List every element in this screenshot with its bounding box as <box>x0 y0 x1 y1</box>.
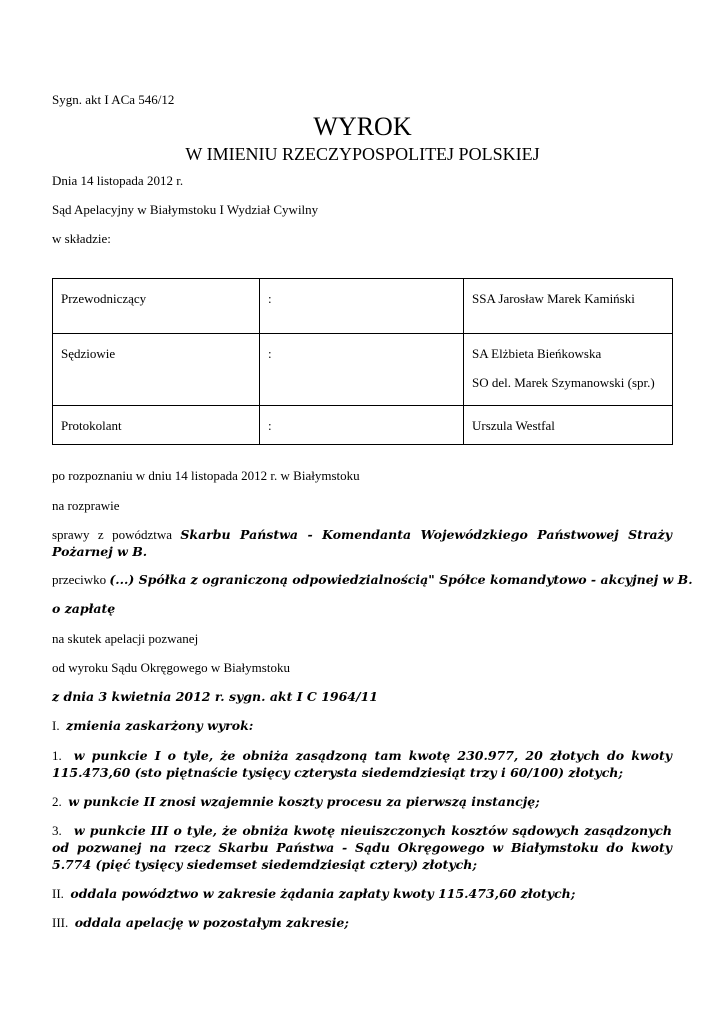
case-subject: o zapłatę <box>52 601 116 616</box>
item-text: w punkcie II znosi wzajemnie koszty procesu za pierwszą instancję; <box>68 794 540 809</box>
item-label: III. <box>52 915 69 930</box>
ruling-point-2 <box>52 793 540 810</box>
judge-name: SA Elżbieta Bieńkowska <box>472 346 602 361</box>
plaintiff-name: Skarbu Państwa - Komendanta Wojewódzkiego Państwowej Straży Pożarnej w B. <box>52 527 672 559</box>
judgment-date: Dnia 14 listopada 2012 r. <box>52 173 184 188</box>
role-cell: Sędziowie <box>53 334 260 406</box>
case-signature: Sygn. akt I ACa 546/12 <box>52 92 175 107</box>
plaintiff-prefix: sprawy z powództwa <box>52 527 181 542</box>
separator-cell: : <box>260 279 464 334</box>
separator-cell: : <box>260 334 464 406</box>
role-cell: Protokolant <box>53 406 260 445</box>
panel-row-clerk <box>53 406 673 445</box>
document-subtitle: W IMIENIU RZECZYPOSPOLITEJ POLSKIEJ <box>185 144 540 164</box>
ruling-item-ii <box>52 885 575 902</box>
separator-cell: : <box>260 406 464 445</box>
judgment-from-line: od wyroku Sądu Okręgowego w Białymstoku <box>52 660 290 675</box>
role-cell: Przewodniczący <box>53 279 260 334</box>
panel-row-chair <box>53 279 673 334</box>
item-label: II. <box>52 886 64 901</box>
item-label: 3. <box>52 823 62 838</box>
item-text: zmienia zaskarżony wyrok: <box>66 718 254 733</box>
composition-label: w składzie: <box>52 231 111 246</box>
defendant-prefix: przeciwko <box>52 572 110 587</box>
item-label: I. <box>52 718 60 733</box>
panel-table <box>52 278 673 445</box>
hearing-line: po rozpoznaniu w dniu 14 listopada 2012 r. w Białymstoku <box>52 468 360 483</box>
appeal-line: na skutek apelacji pozwanej <box>52 631 199 646</box>
judge-name: SO del. Marek Szymanowski (spr.) <box>472 375 655 390</box>
judgment-date-line: z dnia 3 kwietnia 2012 r. sygn. akt I C 1964/11 <box>52 689 378 704</box>
session-line: na rozprawie <box>52 498 120 513</box>
item-text: w punkcie III o tyle, że obniża kwotę nieuiszczonych kosztów sądowych zasądzonych od pozwanej na rzecz Skarbu Państwa - Sądu Okręgowego w Białymstoku do kwoty 5.774 (pięć tysięcy siedemset siedemdziesiąt cztery) złotych; <box>52 823 672 872</box>
item-label: 2. <box>52 794 62 809</box>
panel-row-judges <box>53 334 673 406</box>
item-text: oddala apelację w pozostałym zakresie; <box>74 915 349 930</box>
defendant-name: (...) Spółka z ograniczoną odpowiedzialnością" Spółce komandytowo - akcyjnej w B. <box>109 572 693 587</box>
name-cell: SSA Jarosław Marek Kamiński <box>464 279 673 334</box>
ruling-point-3 <box>52 822 672 873</box>
ruling-item-iii <box>52 914 349 931</box>
court-name: Sąd Apelacyjny w Białymstoku I Wydział Cywilny <box>52 202 319 217</box>
names-cell <box>464 334 673 406</box>
document-title: WYROK <box>313 112 412 141</box>
ruling-item-i <box>52 717 253 734</box>
plaintiff-paragraph <box>52 526 672 560</box>
item-text: w punkcie I o tyle, że obniża zasądzoną tam kwotę 230.977, 20 złotych do kwoty 115.473,60 (sto piętnaście tysięcy czterysta siedemdziesiąt trzy i 60/100) złotych; <box>52 748 673 780</box>
defendant-paragraph <box>52 571 693 588</box>
item-label: 1. <box>52 748 62 763</box>
name-cell: Urszula Westfal <box>464 406 673 445</box>
ruling-point-1 <box>52 747 672 781</box>
item-text: oddala powództwo w zakresie żądania zapłaty kwoty 115.473,60 złotych; <box>70 886 576 901</box>
